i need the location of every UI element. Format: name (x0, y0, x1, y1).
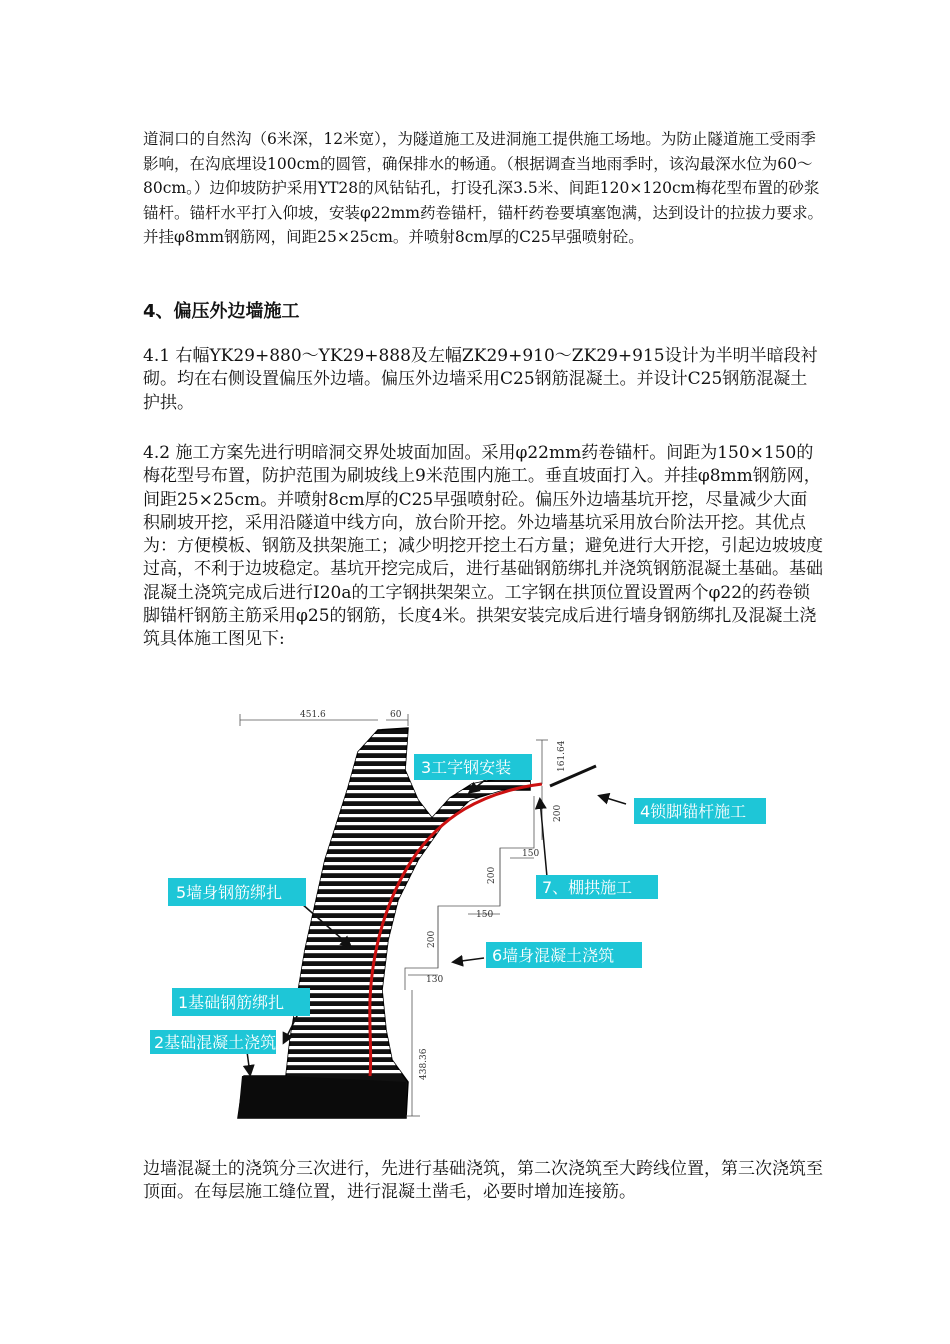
svg-text:5墙身钢筋绑扎: 5墙身钢筋绑扎 (176, 883, 283, 902)
svg-text:4锁脚锚杆施工: 4锁脚锚杆施工 (640, 802, 747, 821)
rebar-stripe (230, 782, 550, 785)
label-3 (414, 754, 532, 780)
rebar-stripe (230, 830, 550, 833)
rebar-stripe (230, 982, 550, 985)
section-heading: 4、偏压外边墙施工 (143, 301, 300, 322)
label-6 (486, 942, 642, 968)
label-2 (150, 1030, 276, 1054)
label-7 (536, 875, 658, 899)
rebar-stripe (230, 798, 550, 801)
rebar-stripe (230, 742, 550, 745)
dim-step1-height: 200 (553, 804, 563, 822)
rebar-stripe (230, 1030, 550, 1033)
dim-step3-width: 130 (426, 975, 444, 985)
paragraph-4-2: 4.2 施工方案先进行明暗洞交界处坡面加固。采用φ22mm药卷锚杆。间距为150×150的梅花型号布置，防护范围为刷坡线上9米范围内施工。垂直坡面打入。并挂φ8mm钢筋网，间距25×25cm。并喷射8cm厚的C25早强喷射砼。偏压外边墙基坑开挖，尽量减少大面积刷坡开挖，采用沿隧道中线方向，放台阶开挖。外边墙基坑采用放台阶法开挖。其优点为：方便模板、钢筋及拱架施工；减少明挖开挖土石方量；避免进行大开挖，引起边坡坡度过高，不利于边坡稳定。基坑开挖完成后，进行基础钢筋绑扎并浇筑钢筋混凝土基础。基础混凝土浇筑完成后进行I20a的工字钢拱架架立。工字钢在拱顶位置设置两个φ22的药卷锁脚锚杆钢筋主筋采用φ25的钢筋，长度4米。拱架安装完成后进行墙身钢筋绑扎及混凝土浇筑具体施工图见下: (143, 443, 823, 650)
rebar-stripe (230, 814, 550, 817)
svg-text:7、棚拱施工: 7、棚拱施工 (542, 878, 633, 897)
svg-text:3工字钢安装: 3工字钢安装 (421, 758, 512, 777)
rebar-stripe (230, 918, 550, 921)
rebar-stripe (230, 1038, 550, 1041)
rebar-stripe (230, 862, 550, 865)
svg-text:1基础钢筋绑扎: 1基础钢筋绑扎 (178, 993, 285, 1012)
closing-paragraph: 边墙混凝土的浇筑分三次进行，先进行基础浇筑，第二次浇筑至大跨线位置，第三次浇筑至顶面。在每层施工缝位置，进行混凝土凿毛，必要时增加连接筋。 (143, 1159, 823, 1203)
construction-diagram-svg (150, 700, 790, 1130)
rebar-stripe (230, 1062, 550, 1065)
dim-top-cap: 60 (390, 710, 402, 720)
dim-step2-width: 150 (476, 910, 494, 920)
rebar-stripe (230, 974, 550, 977)
rebar-stripe (230, 838, 550, 841)
rebar-stripe (230, 846, 550, 849)
foundation-block (238, 1076, 406, 1118)
rebar-stripe (230, 910, 550, 913)
rebar-stripe (230, 926, 550, 929)
rebar-stripe (230, 806, 550, 809)
rebar-stripe (230, 734, 550, 737)
dim-arch-height: 161.64 (557, 740, 567, 772)
dim-step1-width: 150 (522, 849, 540, 859)
label-4 (634, 798, 766, 824)
paragraph-4-1: 4.1 右幅YK29+880～YK29+888及左幅ZK29+910～ZK29+915设计为半明半暗段衬砌。均在右侧设置偏压外边墙。偏压外边墙采用C25钢筋混凝土。并设计C25钢筋混凝土护拱。 (143, 346, 818, 413)
dim-step2-height: 200 (487, 866, 497, 884)
rebar-stripe (230, 1070, 550, 1073)
rebar-stripe (230, 870, 550, 873)
rebar-stripe (230, 1022, 550, 1025)
label-5 (168, 878, 306, 906)
rebar-stripe (230, 854, 550, 857)
dim-base-height: 438.36 (419, 1048, 429, 1080)
rebar-stripe (230, 1054, 550, 1057)
dim-step3-height: 200 (427, 930, 437, 948)
svg-text:2基础混凝土浇筑: 2基础混凝土浇筑 (154, 1033, 277, 1052)
label-1 (172, 988, 310, 1016)
construction-diagram (150, 700, 790, 1130)
svg-text:6墙身混凝土浇筑: 6墙身混凝土浇筑 (492, 946, 615, 965)
intro-paragraph: 道洞口的自然沟（6米深，12米宽），为隧道施工及进洞施工提供施工场地。为防止隧道施工受雨季影响，在沟底埋设100cm的圆管，确保排水的畅通。（根据调查当地雨季时，该沟最深水位为60～80cm。）边仰坡防护采用YT28的风钻钻孔，打设孔深3.5米、间距120×120cm梅花型布置的砂浆锚杆。锚杆水平打入仰坡，安装φ22mm药卷锚杆，锚杆药卷要填塞饱满，达到设计的拉拔力要求。并挂φ8mm钢筋网，间距25×25cm。并喷射8cm厚的C25早强喷射砼。 (143, 130, 823, 247)
dim-top-width: 451.6 (300, 710, 326, 720)
rebar-stripe (230, 750, 550, 753)
rebar-stripe (230, 822, 550, 825)
